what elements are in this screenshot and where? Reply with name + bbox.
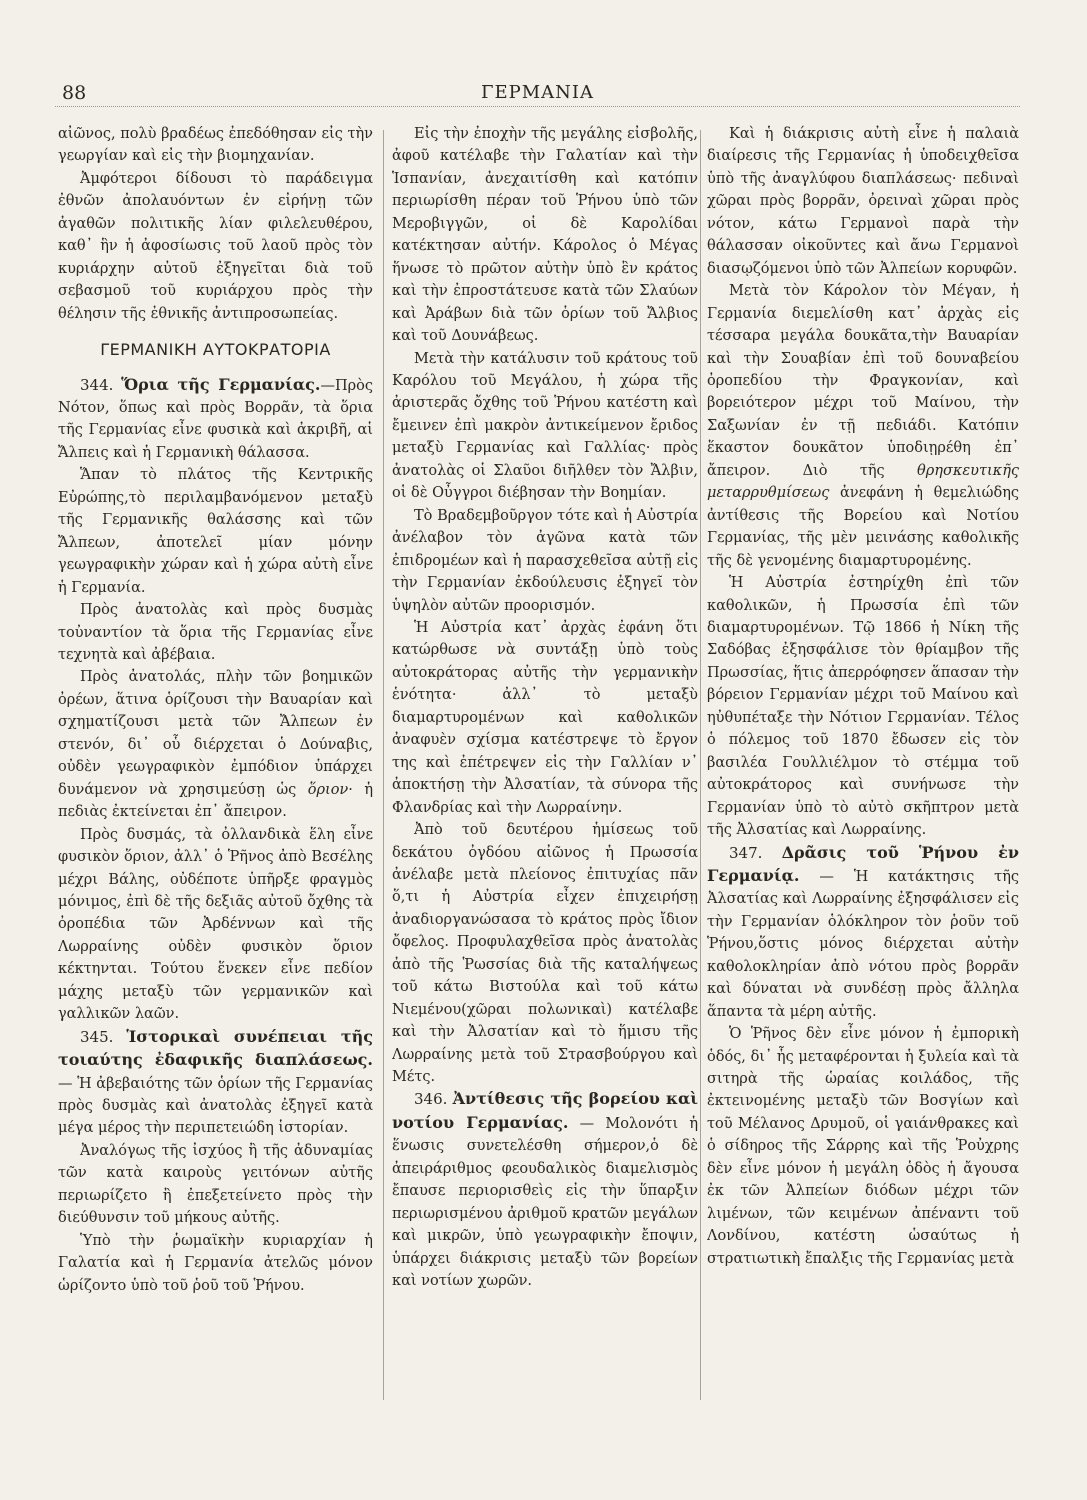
section-number: 346. — [414, 1090, 448, 1109]
section-345 — [58, 1026, 373, 1140]
section-title: Δρᾶσις τοῦ Ῥήνου ἐν Γερμανίᾳ. — [707, 842, 1019, 885]
paragraph: Ἀπὸ τοῦ δευτέρου ἡμίσεως τοῦ δεκάτου ὀγδόου αἰῶνος ἡ Πρωσσία ἀνέλαβε μετὰ πλείονος ἐπιτυχίας πᾶν ὅ,τι ἡ Αὐστρία εἶχεν ἐπιχειρήσῃ ἀναδιοργανώσασα τὸ κράτος πρὸς ἴδιον ὄφελος. Προφυλαχθεῖσα πρὸς ἀνατολὰς ἀπὸ τῆς Ῥωσσίας διὰ τῆς καταλήψεως τοῦ κάτω Βιστούλα καὶ τοῦ κάτω Νιεμένου(χῶραι πολωνικαὶ) κατέλαβε καὶ τὴν Ἀλσατίαν καὶ τὸ ἥμισυ τῆς Λωρραίνης μετὰ τοῦ Στρασβούργου καὶ Μέτς. — [392, 822, 698, 1086]
paragraph: Καὶ ἡ διάκρισις αὐτὴ εἶνε ἡ παλαιὰ διαίρεσις τῆς Γερμανίας ἡ ὑποδειχθεῖσα ὑπὸ τῆς ἀναγλύφου διαπλάσεως· πεδιναὶ χῶραι πρὸς βορρᾶν, ὀρειναὶ χῶραι πρὸς νότον, κάτω Γερμανοὶ παρὰ τὴν θάλασσαν οἰκοῦντες καὶ ἄνω Γερμανοὶ διασῳζόμενοι ὑπὸ τῶν Ἀλπείων κορυφῶν. — [707, 126, 1019, 277]
page-number: 88 — [62, 82, 87, 104]
paragraph: Ἀναλόγως τῆς ἰσχύος ἢ τῆς ἀδυναμίας τῶν κατὰ καιροὺς γειτόνων αὐτῆς περιωρίζετο ἢ ἐπεξετείνετο πρὸς τὴν διεύθυνσιν τοῦ μήκους αὐτῆς. — [58, 1142, 373, 1227]
section-text: —Πρὸς Νότον, ὅπως καὶ πρὸς Βορρᾶν, τὰ ὅρια τῆς Γερμανίας εἶνε φυσικὰ καὶ ἀκριβῆ, αἱ Ἄλπεις καὶ ἡ Γερμανικὴ θάλασσα. — [58, 377, 373, 461]
paragraph-text: Μετὰ τὸν Κάρολον τὸν Μέγαν, ἡ Γερμανία διεμελίσθη κατ᾽ ἀρχὰς εἰς τέσσαρα μεγάλα δουκᾶτα,τὴν Βαυαρίαν καὶ τὴν Σουαβίαν ἐπὶ τοῦ δουναβείου ὀροπεδίου τὴν Φραγκονίαν, καὶ βορειότερον μέχρι τοῦ Μαίνου, τὴν Σαξωνίαν ἐν τῇ πεδιάδι. Κατόπιν ἕκαστον δουκᾶτον ὑποδιῃρέθη ἐπ᾽ ἄπειρον. Διὸ τῆς — [707, 283, 1019, 479]
paragraph: Τὸ Βραδεμβοῦργον τότε καὶ ἡ Αὐστρία ἀνέλαβον τὸν ἀγῶνα κατὰ τῶν ἐπιδρομέων καὶ ἡ παρασχεθεῖσα αὐτῇ εἰς τὴν Γερμανίαν ἐκδούλευσις ἐξηγεῖ τὸν ὑψηλὸν αὐτῶν προορισμόν. — [392, 507, 698, 614]
section-text: — Μολονότι ἡ ἕνωσις συνετελέσθη σήμερον,ὁ δὲ ἀπειράριθμος φεουδαλικὸς διαμελισμὸς ἔπαυσε περιορισθεὶς εἰς τὴν ὕπαρξιν περιωρισμένου ἀριθμοῦ κρατῶν μεγάλων καὶ μικρῶν, ὑπὸ γεωγραφικὴν ἔποψιν, ὑπάρχει διάκρισις μεταξὺ τῶν βορείων καὶ νοτίων χωρῶν. — [392, 1115, 698, 1290]
paragraph — [58, 666, 373, 823]
section-344 — [58, 374, 373, 465]
paragraph: Πρὸς δυσμάς, τὰ ὀλλανδικὰ ἕλη εἶνε φυσικὸν ὅριον, ἀλλ᾽ ὁ Ῥῆνος ἀπὸ Βεσέλης μέχρι Βάλης, οὐδέποτε ὑπῆρξε φραγμὸς μόνιμος, ἐπὶ δὲ τῆς δεξιᾶς αὐτοῦ ὄχθης τὰ ὀροπέδια τῶν Ἀρδέννων καὶ τῆς Λωρραίνης οὐδὲν φυσικὸν ὅριον κέκτηνται. Τούτου ἕνεκεν εἶνε πεδίον μάχης μεταξὺ τῶν γερμανικῶν καὶ γαλλικῶν λαῶν. — [58, 826, 373, 1023]
text-column-2 — [392, 123, 698, 1413]
column-divider-right — [700, 130, 701, 1400]
section-number: 344. — [80, 375, 114, 394]
section-text: — Ἡ κατάκτησις τῆς Ἀλσατίας καὶ Λωρραίνης ἐξησφάλισεν εἰς τὴν Γερμανίαν ὁλόκληρον τὸν ῥοῦν τοῦ Ῥήνου,ὅστις μόνος διέρχεται αὐτὴν καθολοκληρίαν ἀπὸ νότου πρὸς βορρᾶν καὶ δύναται νὰ συνδέσῃ πρὸς ἄλληλα ἅπαντα τὰ μέρη αὐτῆς. — [707, 868, 1019, 1020]
paragraph: αἰῶνος, πολὺ βραδέως ἐπεδόθησαν εἰς τὴν γεωργίαν καὶ εἰς τὴν βιομηχανίαν. — [58, 126, 373, 165]
paragraph: Μετὰ τὴν κατάλυσιν τοῦ κράτους τοῦ Καρόλου τοῦ Μεγάλου, ἡ χώρα τῆς ἀριστερᾶς ὄχθης τοῦ Ῥήνου κατέστη καὶ ἔμεινεν ἐπὶ μακρὸν ἀντικείμενον ἔριδος μεταξὺ Γερμανίας καὶ Γαλλίας· πρὸς ἀνατολὰς οἱ Σλαῦοι διῆλθεν τὸν Ἄλβιν, οἱ δὲ Οὖγγροι διέβησαν τὴν Βοημίαν. — [392, 350, 698, 502]
emphasized-word: ὅριον — [307, 781, 349, 798]
paragraph-text: ἀνεφάνη ἡ θεμελιώδης ἀντίθεσις τῆς Βορείου καὶ Νοτίου Γερμανίας, τῆς μὲν μεινάσης καθολικῆς τῆς δὲ γενομένης διαμαρτυρομένης. — [707, 485, 1019, 569]
paragraph: Ὑπὸ τὴν ῥωμαϊκὴν κυριαρχίαν ἡ Γαλατία καὶ ἡ Γερμανία ἀτελῶς μόνον ὡρίζοντο ὑπὸ τοῦ ῥοῦ τοῦ Ῥήνου. — [58, 1232, 373, 1294]
paragraph: Ἡ Αὐστρία κατ᾽ ἀρχὰς ἐφάνη ὅτι κατώρθωσε νὰ συντάξῃ ὑπὸ τοὺς αὐτοκράτορας αὐτῆς τὴν γερμανικὴν ἑνότητα· ἀλλ᾽ τὸ μεταξὺ διαμαρτυρομένων καὶ καθολικῶν ἀναφυὲν σχίσμα κατέστρεψε τὸ ἔργον της καὶ ἐπέτρεψεν εἰς τὴν Γαλλίαν ν᾽ ἀποκτήσῃ τὴν Ἀλσατίαν, τὰ σύνορα τῆς Φλανδρίας καὶ τὴν Λωρραίνην. — [392, 619, 698, 816]
paragraph: Ὁ Ῥῆνος δὲν εἶνε μόνον ἡ ἐμπορικὴ ὁδός, δι᾽ ἧς μεταφέρονται ἡ ξυλεία καὶ τὰ σιτηρὰ τῆς ὡραίας κοιλάδος, τῆς ἐκτεινομένης μεταξὺ τῶν Βοσγίων καὶ τοῦ Μέλανος Δρυμοῦ, οἱ γαιάνθρακες καὶ ὁ σίδηρος τῆς Σάρρης καὶ τῆς Ῥοὐχρης δὲν εἶνε μόνον ἡ μεγάλη ὁδὸς ἡ ἄγουσα ἐκ τῶν Ἀλπείων διόδων μέχρι τῶν λιμένων, τῶν κειμένων ἀπέναντι τοῦ Λονδίνου, κατέστη ὡσαύτως ἡ στρατιωτικὴ ἔπαλξις τῆς Γερμανίας μετὰ — [707, 1026, 1019, 1267]
paragraph: Ἡ Αὐστρία ἐστηρίχθη ἐπὶ τῶν καθολικῶν, ἡ Πρωσσία ἐπὶ τῶν διαμαρτυρομένων. Τῷ 1866 ἡ Νίκη τῆς Σαδόβας ἐξησφάλισε τὸν θρίαμβον τῆς Πρωσσίας, ἥτις ἀπερρόφησεν ἅπασαν τὴν βόρειον Γερμανίαν μέχρι τοῦ Μαίνου καὶ ηὐθυπέταξε τὴν Νότιον Γερμανίαν. Τέλος ὁ πόλεμος τοῦ 1870 ἔδωσεν εἰς τὸν βασιλέα Γουλλιέλμον τὸ στέμμα τοῦ αὐτοκράτορος καὶ συνήνωσε τὴν Γερμανίαν ὑπὸ τὸ αὐτὸ σκῆπτρον μετὰ τῆς Ἀλσατίας καὶ Λωρραίνης. — [707, 575, 1019, 839]
paragraph: Ἀμφότεροι δίδουσι τὸ παράδειγμα ἐθνῶν ἀπολαυόντων ἐν εἰρήνῃ τῶν ἀγαθῶν πολιτικῆς λίαν φιλελευθέρου, καθ᾽ ἣν ἡ ἀφοσίωσις τοῦ λαοῦ πρὸς τὸν κυριάρχην αὐτοῦ ἐξηγεῖται διὰ τοῦ σεβασμοῦ τοῦ κυριάρχου πρὸς τὴν θέλησιν τῆς ἐθνικῆς ἀντιπροσωπείας. — [58, 170, 373, 322]
section-title: Ἀντίθεσις τῆς βορείου καὶ νοτίου Γερμανίας. — [392, 1089, 698, 1132]
section-title: Ὅρια τῆς Γερμανίας. — [121, 374, 321, 394]
paragraph: Εἰς τὴν ἐποχὴν τῆς μεγάλης εἰσβολῆς, ἀφοῦ κατέλαβε τὴν Γαλατίαν καὶ τὴν Ἱσπανίαν, ἀνεχαιτίσθη καὶ κατόπιν περιωρίσθη πέραν τοῦ Ῥήνου ὑπὸ τῶν Μεροβιγγῶν, οἱ δὲ Καρολίδαι κατέκτησαν αὐτήν. Κάρολος ὁ Μέγας ἥνωσε τὸ πρῶτον αὐτὴν ὑπὸ ἓν κράτος καὶ τὴν ἐπροστάτευσε κατὰ τῶν Σλαύων καὶ Ἀράβων διὰ τῶν ὁρίων τοῦ Ἄλβιος καὶ τοῦ Δουνάβεως. — [392, 126, 698, 345]
paragraph-text: Πρὸς ἀνατολάς, πλὴν τῶν βοημικῶν ὀρέων, ἅτινα ὁρίζουσι τὴν Βαυαρίαν καὶ σχηματίζουσι μετὰ τῶν Ἄλπεων ἐν στενόν, δι᾽ οὗ διέρχεται ὁ Δούναβις, οὐδὲν γεωγραφικὸν ἐμπόδιον ὑπάρχει δυνάμενον νὰ χρησιμεύσῃ ὡς — [58, 669, 373, 798]
section-347 — [707, 842, 1019, 1024]
text-column-1 — [58, 123, 373, 1413]
section-number: 347. — [729, 843, 763, 862]
running-title: ΓΕΡΜΑΝΙΑ — [480, 82, 595, 103]
text-column-3 — [707, 123, 1019, 1413]
section-number: 345. — [80, 1027, 114, 1046]
column-divider-left — [383, 130, 384, 1400]
section-text: — Ἡ ἀβεβαιότης τῶν ὁρίων τῆς Γερμανίας πρὸς δυσμὰς καὶ ἀνατολὰς ἐξηγεῖ κατὰ μέγα μέρος τὴν περιπετειώδη ἱστορίαν. — [58, 1075, 373, 1137]
paragraph: Ἅπαν τὸ πλάτος τῆς Κεντρικῆς Εὐρώπης,τὸ περιλαμβανόμενον μεταξὺ τῆς Γερμανικῆς θαλάσσης καὶ τῶν Ἄλπεων, ἀποτελεῖ μίαν μόνην γεωγραφικὴν χώραν καὶ ἡ χώρα αὐτὴ εἶνε ἡ Γερμανία. — [58, 467, 373, 596]
paragraph-text: · ἡ πεδιὰς ἐκτείνεται ἐπ᾽ ἄπειρον. — [58, 781, 373, 821]
section-heading: ΓΕΡΜΑΝΙΚΗ ΑΥΤΟΚΡΑΤΟΡΙΑ — [100, 340, 331, 360]
paragraph: Πρὸς ἀνατολὰς καὶ πρὸς δυσμὰς τοὐναντίον τὰ ὅρια τῆς Γερμανίας εἶνε τεχνητὰ καὶ ἀβέβαια. — [58, 602, 373, 663]
page-header — [55, 76, 1020, 107]
section-title: Ἱστορικαὶ συνέπειαι τῆς τοιαύτης ἐδαφικῆς διαπλάσεως. — [58, 1026, 373, 1070]
section-346 — [392, 1088, 698, 1292]
emphasized-phrase: θρησκευτικῆς μεταρρυθμίσεως — [707, 462, 1019, 502]
paragraph — [707, 280, 1019, 572]
